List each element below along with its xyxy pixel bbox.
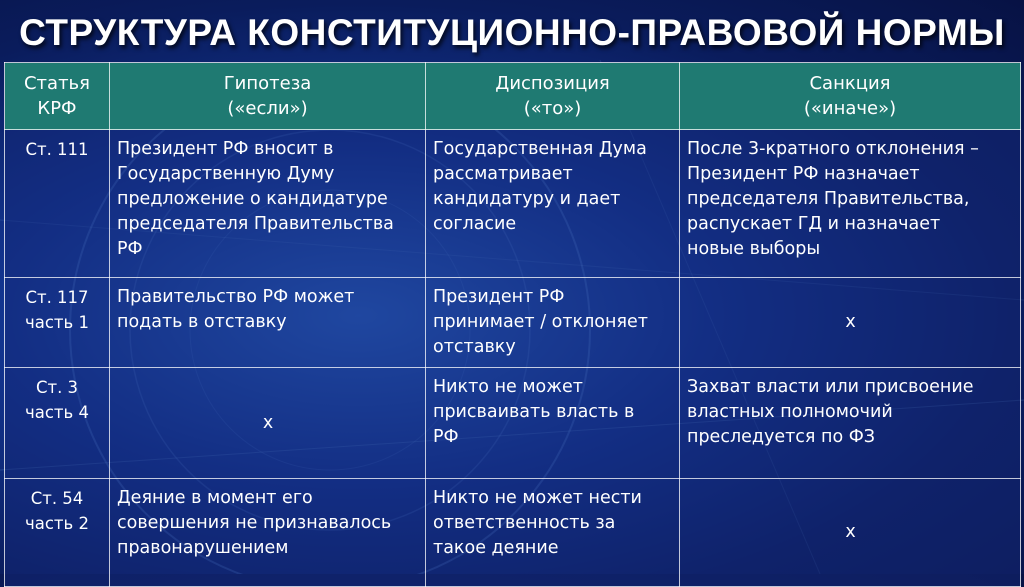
disposition-cell: Никто не может нести ответственность за такое деяние: [426, 479, 680, 587]
header-hypothesis: Гипотеза («если»): [110, 63, 426, 130]
hypothesis-cell: Правительство РФ может подать в отставку: [110, 278, 426, 368]
table-row: [5, 130, 1021, 278]
page-title: СТРУКТУРА КОНСТИТУЦИОННО-ПРАВОВОЙ НОРМЫ: [19, 12, 1005, 53]
sanction-cell: После 3-кратного отклонения – Президент РФ назначает председателя Правительства, распускает ГД и назначает новые выборы: [680, 130, 1021, 278]
header-disposition: Диспозиция («то»): [426, 63, 680, 130]
header-sanction: Санкция («иначе»): [680, 63, 1021, 130]
disposition-cell: Президент РФ принимает / отклоняет отставку: [426, 278, 680, 368]
sanction-cell: x: [680, 479, 1021, 587]
header-article: Статья КРФ: [5, 63, 110, 130]
table-row: [5, 278, 1021, 368]
sanction-cell: Захват власти или присвоение властных полномочий преследуется по ФЗ: [680, 368, 1021, 479]
table-header-row: [5, 63, 1021, 130]
article-cell: Ст. 117 часть 1: [5, 278, 110, 368]
sanction-cell: x: [680, 278, 1021, 368]
disposition-cell: Никто не может присваивать власть в РФ: [426, 368, 680, 479]
article-cell: Ст. 111: [5, 130, 110, 278]
hypothesis-cell: Президент РФ вносит в Государственную Думу предложение о кандидатуре председателя Правительства РФ: [110, 130, 426, 278]
hypothesis-cell: Деяние в момент его совершения не признавалось правонарушением: [110, 479, 426, 587]
hypothesis-cell: x: [110, 368, 426, 479]
norm-structure-table: [4, 62, 1021, 587]
article-cell: Ст. 54 часть 2: [5, 479, 110, 587]
table-row: [5, 479, 1021, 587]
table-row: [5, 368, 1021, 479]
article-cell: Ст. 3 часть 4: [5, 368, 110, 479]
disposition-cell: Государственная Дума рассматривает кандидатуру и дает согласие: [426, 130, 680, 278]
